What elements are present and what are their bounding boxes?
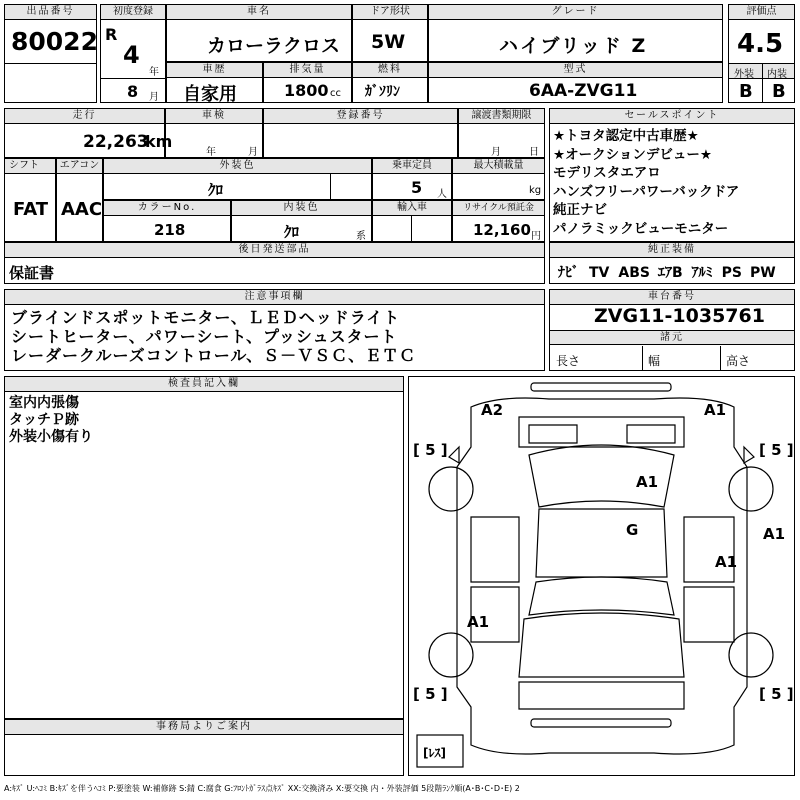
history: 自家用 [183, 84, 237, 105]
later-parts-box [4, 242, 545, 284]
model-label: 型式 [429, 63, 722, 78]
sales-point: 純正ナビ [553, 202, 607, 218]
damage-mark: A1 [715, 553, 738, 571]
mileage: 22,263 [83, 132, 149, 152]
note-line: レーダークルーズコントロール、Ｓ－ＶＳＣ、ＥＴＣ [11, 346, 417, 365]
mileage-label: 走行 [5, 109, 164, 124]
displacement-label: 排気量 [264, 63, 351, 78]
displacement-box [263, 62, 352, 103]
displacement: 1800 [284, 81, 329, 100]
int-color-label: 内装色 [232, 201, 371, 216]
recycle-box [452, 200, 545, 242]
reg-no-label: 登録番号 [264, 109, 457, 124]
car-name-label: 車名 [167, 5, 351, 20]
first-reg-label: 初度登録 [101, 5, 165, 20]
inspection-label: 車検 [166, 109, 262, 124]
recycle: 12,160 [473, 221, 531, 239]
car-diagram [409, 377, 794, 775]
score-box [728, 4, 795, 103]
fuel-box [352, 62, 428, 103]
shift-box [4, 158, 56, 242]
mileage-unit: km [145, 132, 173, 151]
max-load-box [452, 158, 545, 200]
max-load-label: 最大積載量 [453, 159, 544, 174]
inspector-box [4, 376, 404, 719]
chassis-number: ZVG11-1035761 [594, 305, 765, 327]
equip-abs: ABS [618, 265, 650, 281]
aircon-box [56, 158, 103, 242]
ext-color-box [103, 158, 372, 200]
transfer-day-unit: 日 [529, 147, 539, 158]
spare-tire: [ﾚｽ] [423, 746, 446, 760]
door-type: 5W [371, 31, 406, 53]
chassis-box [549, 289, 795, 371]
inspector-note: 外装小傷有り [9, 429, 93, 445]
fuel-label: 燃料 [353, 63, 427, 78]
history-label: 車歴 [167, 63, 262, 78]
score: 4.5 [737, 29, 784, 59]
first-reg-year-unit: 年 [149, 67, 159, 78]
door-box [352, 4, 428, 62]
equip-navi: ﾅﾋﾞ [558, 265, 579, 281]
tire-tread: [ 5 ] [759, 685, 794, 703]
capacity-label: 乗車定員 [373, 159, 451, 174]
import-box [372, 200, 452, 242]
ext-color-label: 外装色 [104, 159, 371, 174]
sales-point: ★トヨタ認定中古車歴★ [553, 128, 699, 144]
first-reg-month-unit: 月 [149, 92, 159, 103]
mileage-box [4, 108, 173, 158]
ext-grade-label: 外装 [734, 69, 754, 80]
displacement-unit: cc [330, 88, 341, 99]
car-diagram-box [408, 376, 795, 776]
aircon: AAC [61, 199, 103, 220]
reg-no-box [263, 108, 458, 158]
sales-point: パノラミックビューモニター [553, 220, 729, 237]
later-parts: 保証書 [9, 264, 55, 282]
first-reg-era: R [105, 25, 118, 44]
inspector-note: タッチＰ跡 [9, 412, 79, 428]
score-label: 評価点 [729, 5, 794, 20]
color-no: 218 [154, 221, 186, 239]
transfer-box [458, 108, 545, 158]
sales-point: ハンズフリーパワーバックドア [553, 183, 740, 200]
lot-box [4, 4, 97, 103]
note-line: シートヒーター、パワーシート、プッシュスタート [11, 327, 398, 346]
sales-points-box [549, 108, 795, 242]
model-box [428, 62, 723, 103]
recycle-label: リサイクル預託金 [453, 201, 544, 216]
capacity-box [372, 158, 452, 200]
damage-mark: A1 [636, 473, 659, 491]
damage-mark: A2 [481, 401, 504, 419]
aircon-label: エアコン [57, 159, 102, 174]
color-no-label: カラーNo. [104, 201, 230, 216]
office-label: 事務局よりご案内 [5, 720, 403, 735]
sales-point: ★オークションデビュー★ [553, 146, 712, 163]
spec-height: 高さ [726, 354, 751, 368]
note-line: ブラインドスポットモニター、ＬＥＤヘッドライト [11, 308, 401, 327]
door-label: ドア形状 [353, 5, 427, 20]
damage-mark: A1 [763, 525, 786, 543]
car-name-box [166, 4, 352, 62]
first-reg-month: 8 [127, 82, 139, 101]
spec-length: 長さ [556, 354, 581, 368]
transfer-label: 譲渡書類期限 [459, 109, 544, 124]
color-no-box [103, 200, 231, 242]
tire-tread: [ 5 ] [413, 685, 448, 703]
notes-label: 注意事項欄 [5, 290, 544, 305]
lot-label: 出品番号 [5, 5, 96, 20]
std-equipment-box [549, 242, 795, 284]
equip-ps: PS [721, 265, 742, 281]
tire-tread: [ 5 ] [413, 441, 448, 459]
grade-box [428, 4, 723, 62]
tire-tread: [ 5 ] [759, 441, 794, 459]
fuel: ｶﾞｿﾘﾝ [365, 84, 400, 100]
recycle-unit: 円 [531, 231, 541, 242]
equip-pw: PW [750, 265, 776, 281]
shift-label: シフト [5, 159, 55, 174]
capacity: 5 [411, 178, 423, 197]
int-color-unit: 系 [356, 231, 366, 242]
inspection-month-unit: 月 [248, 147, 258, 158]
equip-alloy: ｱﾙﾐ [691, 265, 713, 281]
int-color-box [231, 200, 372, 242]
sales-points-label: セールスポイント [550, 109, 794, 124]
import-label: 輸入車 [373, 201, 451, 216]
first-reg-year: 4 [123, 41, 140, 69]
legend: A:ｷｽﾞ U:ﾍｺﾐ B:ｷｽﾞを伴うﾍｺﾐ P:要塗装 W:補修跡 S:錆 C:腐食 G:ﾌﾛﾝﾄｶﾞﾗｽ点ｷｽﾞ XX:交換済み X:要交換 内・外装評価 5段階ﾗﾝｸ順(A･B･C･D･E) 2 [4, 784, 520, 793]
notes-box [4, 289, 545, 371]
office-box [4, 719, 404, 776]
damage-mark: G [626, 521, 639, 539]
lot-number: 80022 [11, 27, 98, 56]
shift: FAT [13, 199, 49, 220]
capacity-unit: 人 [437, 189, 447, 200]
ext-color: ｸﾛ [208, 181, 224, 199]
first-reg-box [100, 4, 166, 103]
inspection-year-unit: 年 [206, 147, 216, 158]
inspection-box [165, 108, 263, 158]
equip-tv: TV [589, 265, 610, 281]
damage-mark: A1 [467, 613, 490, 631]
int-grade: B [772, 81, 786, 102]
grade-label: グレード [429, 5, 722, 20]
chassis-label: 車台番号 [550, 290, 794, 305]
transfer-month-unit: 月 [491, 147, 501, 158]
history-box [166, 62, 263, 103]
int-color: ｸﾛ [284, 223, 300, 241]
later-parts-label: 後日発送部品 [5, 243, 544, 258]
equip-airbag: ｴｱB [657, 265, 683, 281]
inspector-note: 室内内張傷 [9, 395, 79, 411]
model: 6AA-ZVG11 [529, 81, 638, 101]
max-load-unit: kg [529, 185, 542, 196]
damage-mark: A1 [704, 401, 727, 419]
std-equipment-label: 純正装備 [550, 243, 794, 258]
specs-label: 諸元 [550, 330, 794, 345]
spec-width: 幅 [648, 354, 661, 368]
grade: ハイブリッド Z [499, 35, 648, 57]
sales-point: モデリスタエアロ [553, 165, 661, 181]
inspector-label: 検査員記入欄 [5, 377, 403, 392]
car-name: カローラクロス [207, 35, 341, 57]
int-grade-label: 内装 [767, 69, 787, 80]
ext-grade: B [739, 81, 753, 102]
